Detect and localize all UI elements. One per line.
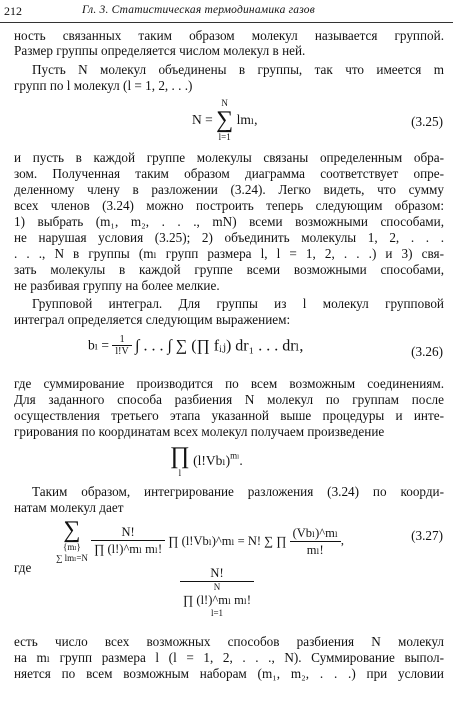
text-line: зать молекулы в каждой группе всеми возможными способами,	[14, 262, 444, 277]
text-line: Таким образом, интегрирование разложения (3.24) по коорди-	[32, 484, 444, 499]
product-operator	[170, 444, 190, 478]
text-line: . . ., N в группы (mₗ групп размера l, l = 1, 2, . . .) и 3) свя-	[14, 246, 444, 261]
denominator: ∏ (l!)^mₗ mₗ!	[94, 542, 163, 556]
period: .	[239, 453, 243, 468]
text-line: и пусть в каждой группе молекулы связаны определенным обра-	[14, 150, 444, 165]
text-line: 1) выбрать (m₁, m₂, . . ., mN) всеми возможными способами,	[14, 214, 444, 229]
numerator: N!	[180, 566, 254, 582]
equation-number: (3.25)	[411, 114, 443, 129]
equation-3-25	[192, 98, 258, 142]
text-line: натам молекул дает	[14, 500, 124, 515]
fraction	[180, 566, 254, 618]
equation-number: (3.27)	[411, 528, 443, 543]
numerator: (Vbₗ)^mₗ	[290, 525, 341, 542]
text-line: есть число всех возможных способов разбиения N молекул	[14, 634, 444, 649]
denominator: mₗ!	[306, 542, 324, 557]
text-line: на mₗ групп размера l (l = 1, 2, . . ., N). Суммирование выпол-	[14, 650, 444, 665]
text-line: где	[14, 560, 32, 575]
fraction	[290, 525, 341, 558]
fraction	[91, 525, 165, 557]
text-line: зом. Полученная таким образом диаграмма соответствует опре-	[14, 166, 444, 181]
denominator	[180, 582, 254, 618]
page-number: 212	[4, 4, 22, 18]
text-line: всех членов (3.24) можно построить теперь следующим образом:	[14, 198, 444, 213]
text-line: няется по всем возможным наборам (m₁, m₂, . . .) при условии	[14, 666, 444, 681]
text-line: грирования по координатам всех молекул получаем произведение	[14, 424, 385, 439]
product-lower: l=1	[210, 608, 224, 618]
text-line: Размер группы определяется числом молекул в ней.	[14, 43, 306, 58]
equation-3-27	[56, 518, 344, 564]
running-title: Гл. 3. Статистическая термодинамика газов	[82, 4, 315, 16]
text-line: Для заданного способа разбиения N молекул по группам после	[14, 392, 444, 407]
sum-lower: {mₗ}	[63, 542, 81, 552]
numerator: N!	[91, 525, 165, 541]
exponent: mₗ	[230, 450, 240, 461]
product-lower: l	[178, 468, 182, 478]
eq-lhs: bₗ =	[88, 337, 110, 353]
text-line: групп по l молекул (l = 1, 2, . . .)	[14, 78, 193, 93]
sum-upper: N	[221, 98, 228, 108]
eq-lhs: N =	[192, 112, 213, 127]
eq-body: lmₗ,	[236, 112, 258, 127]
running-header	[0, 4, 453, 23]
sigma-glyph: ∑	[216, 107, 234, 133]
sigma-glyph: ∑	[63, 517, 81, 543]
text-line: Пусть N молекул объединены в группы, так что имеется m	[32, 62, 444, 77]
text-line: Групповой интеграл. Для группы из l молекул групповой	[32, 296, 444, 311]
product-formula	[170, 444, 243, 478]
sum-condition: ∑ lmₗ=N	[56, 553, 88, 563]
product-upper: N	[213, 582, 221, 592]
outer-sum	[56, 518, 88, 564]
text-line: интеграл определяется следующим выражением:	[14, 312, 291, 327]
equation-3-26	[88, 334, 303, 357]
equation-number: (3.26)	[411, 344, 443, 359]
denominator-body: ∏ (l!)^mₗ mₗ!	[183, 593, 252, 607]
count-formula	[180, 566, 254, 618]
pi-glyph: ∏	[170, 443, 190, 469]
numerator: 1	[112, 334, 131, 346]
product-body: (l!Vbₗ)	[193, 453, 231, 468]
text-line: ность связанных таким образом молекул называется группой.	[14, 28, 444, 43]
fraction	[112, 334, 131, 357]
sum-lower: l=1	[218, 132, 231, 142]
comma: ,	[340, 533, 344, 548]
eq-middle: ∏ (l!Vbₗ)^mₗ = N! ∑ ∏	[168, 534, 287, 548]
text-line: где суммирование производится по всем возможным соединениям.	[14, 376, 444, 391]
text-line: деленному члену в разложении (3.24). Легко видеть, что сумму	[14, 182, 444, 197]
sum-operator	[216, 98, 233, 142]
denominator: l!V	[115, 346, 129, 357]
text-line: не нарушая условия (3.25); 2) объединить молекулы 1, 2, . . .	[14, 230, 444, 245]
text-line: осуществления третьего этапа указанной выше процедуры и инте-	[14, 408, 444, 423]
eq-body: ∫ . . . ∫ ∑ (∏ fᵢⱼ) dr₁ . . . drₗ,	[135, 337, 304, 355]
text-line: не разбивая группу на более мелкие.	[14, 278, 220, 293]
